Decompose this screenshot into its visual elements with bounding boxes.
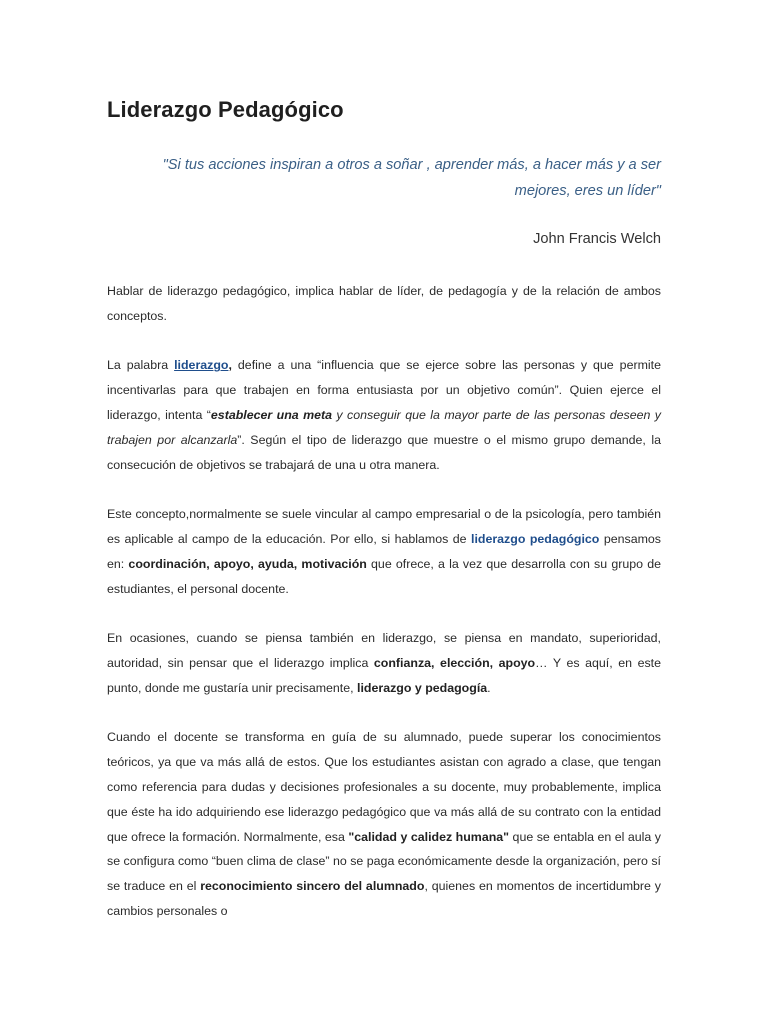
bold-comma: , bbox=[228, 358, 232, 373]
highlight-liderazgo-pedagogico: liderazgo pedagógico bbox=[471, 531, 600, 546]
paragraph-docente bbox=[107, 725, 661, 923]
text-span: que ofrece, a la vez que desarrolla con su grupo de estudiantes, el personal docente. bbox=[107, 556, 661, 596]
text-span: Este concepto,normalmente se suele vincular al campo empresarial o de la psicología, pero también es aplicable al campo de la educación. Por ello, si hablamos de bbox=[107, 507, 661, 546]
text-span: … Y es aquí, en este punto, donde me gustaría unir precisamente, bbox=[107, 655, 661, 695]
text-span: . bbox=[487, 680, 491, 695]
italic-span: y conseguir que la mayor parte de las personas deseen y trabajen por alcanzarla bbox=[107, 407, 661, 447]
text-span: La palabra bbox=[107, 358, 175, 373]
document-content bbox=[107, 96, 661, 924]
epigraph-quote: "Si tus acciones inspiran a otros a soñar , aprender más, a hacer más y a ser mejores, eres un líder" bbox=[162, 157, 661, 199]
text-span: Cuando el docente se transforma en guía de su alumnado, puede superar los conocimientos teóricos, ya que va más allá de estos. Que los estudiantes asistan con agrado a clase, que tengan como referencia para dudas y decisiones profesionales a su docente, muy probablemente, implica que éste ha ido adquiriendo ese liderazgo pedagógico que va más allá de su contrato con la entidad que ofrece la formación. Normalmente, esa bbox=[107, 730, 661, 844]
text-span: , quienes en momentos de incertidumbre y cambios personales o bbox=[107, 879, 661, 918]
bold-keywords: liderazgo y pedagogía bbox=[357, 680, 488, 695]
quote-author: John Francis Welch bbox=[533, 231, 661, 247]
bold-keywords: "calidad y calidez humana" bbox=[348, 829, 510, 844]
bold-keywords: reconocimiento sincero del alumnado bbox=[200, 879, 425, 894]
liderazgo-link[interactable]: liderazgo bbox=[174, 358, 229, 373]
text-span: define a una “influencia que se ejerce sobre las personas y que permite incentivarlas para que trabajen en forma entusiasta por un objetivo común”. Quien ejerce el liderazgo, intenta “ bbox=[107, 358, 661, 422]
text-span: que se entabla en el aula y se configura como “buen clima de clase” no se paga económicamente desde la organización, pero sí se traduce en el bbox=[107, 829, 662, 894]
bold-keywords: coordinación, apoyo, ayuda, motivación bbox=[128, 556, 367, 571]
page-title: Liderazgo Pedagógico bbox=[107, 97, 344, 122]
text-span: pensamos en: bbox=[107, 531, 661, 571]
text-span: ”. Según el tipo de liderazgo que muestre o el mismo grupo demande, la consecución de objetivos se trabajará de una u otra manera. bbox=[107, 432, 661, 472]
paragraph-concept bbox=[107, 502, 661, 601]
bold-keywords: confianza, elección, apoyo bbox=[373, 655, 536, 670]
paragraph-occasions bbox=[107, 626, 661, 700]
text-span: En ocasiones, cuando se piensa también en liderazgo, se piensa en mandato, superioridad, autoridad, sin pensar que el liderazgo implica bbox=[107, 631, 661, 670]
paragraph-intro: Hablar de liderazgo pedagógico, implica hablar de líder, de pedagogía y de la relación de ambos conceptos. bbox=[107, 284, 661, 323]
emphasis-meta: establecer una meta bbox=[210, 407, 333, 422]
paragraph-liderazgo-definition bbox=[107, 353, 661, 477]
